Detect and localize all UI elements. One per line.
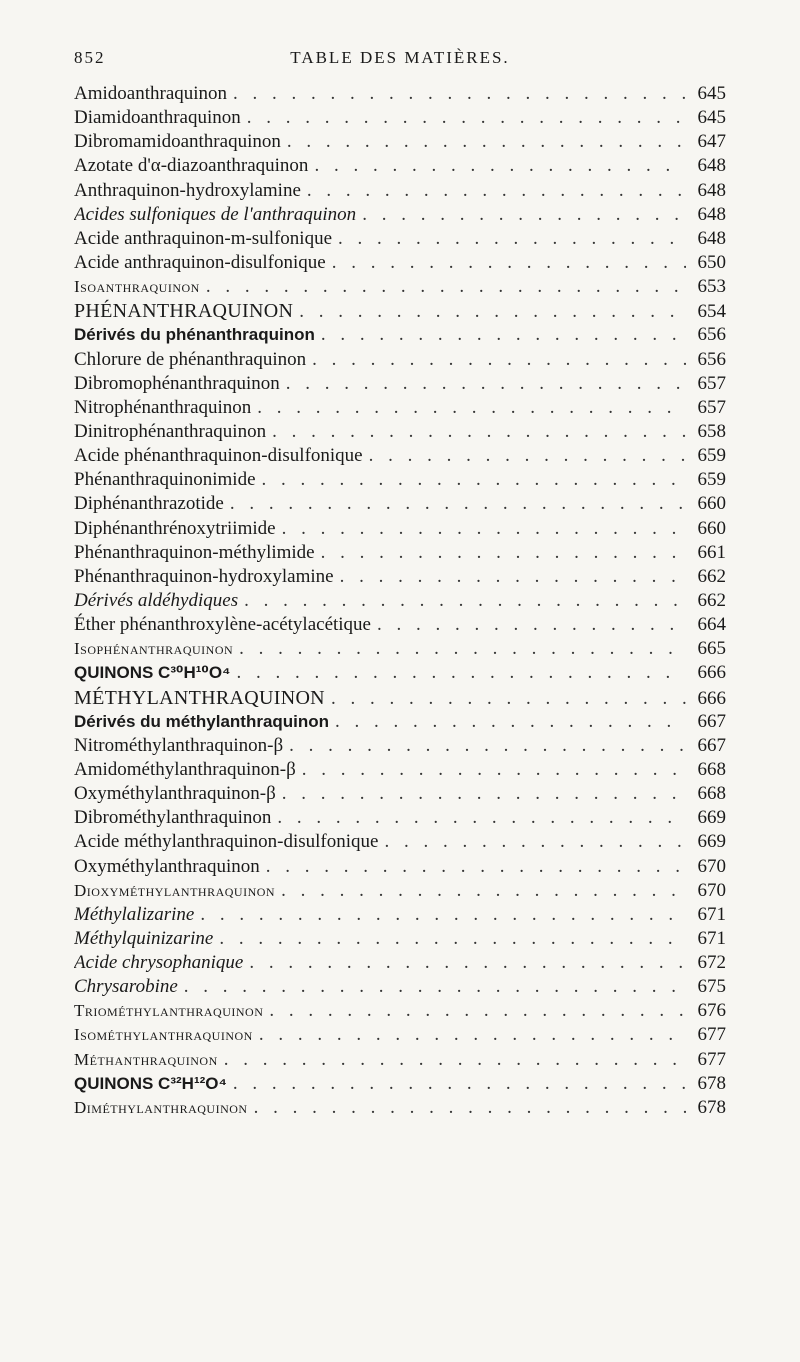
toc-entry-page: 671: [697, 903, 726, 925]
toc-entry-page: 659: [697, 469, 726, 491]
dot-leader: [257, 396, 686, 420]
toc-entry: [74, 830, 726, 854]
dot-leader: [224, 1048, 686, 1072]
toc-entry: [74, 927, 726, 951]
toc-entry: [74, 106, 726, 130]
toc-entry-label: Dibrométhylanthraquinon: [74, 807, 272, 829]
toc-entry: [74, 372, 726, 396]
toc-entry-page: 654: [697, 301, 726, 323]
toc-entry: [74, 275, 726, 299]
toc-entry-label: Dérivés du phénanthraquinon: [74, 325, 315, 345]
dot-leader: [266, 855, 686, 879]
toc-entry: [74, 203, 726, 227]
dot-leader: [321, 541, 686, 565]
toc-entry: [74, 806, 726, 830]
dot-leader: [259, 1023, 686, 1047]
toc-entry-label: Dérivés du méthylanthraquinon: [74, 711, 330, 731]
dot-leader: [340, 565, 686, 589]
toc-entry-label: Triométhylanthraquinon: [74, 1001, 264, 1021]
toc-entry-page: 645: [697, 83, 726, 104]
toc-entry-page: 661: [697, 541, 726, 563]
dot-leader: [236, 661, 686, 685]
toc-entry-label: Diphénanthrénoxytriimide: [74, 517, 276, 539]
toc-entry: [74, 130, 726, 154]
toc-entry-label: Acides sulfoniques de l'anthraquinon: [74, 203, 357, 225]
dot-leader: [249, 951, 686, 975]
toc-entry: [74, 251, 726, 275]
dot-leader: [282, 517, 686, 541]
toc-entry: [74, 879, 726, 903]
toc-entry: [74, 1048, 726, 1072]
toc-entry-page: 662: [697, 589, 726, 611]
toc-entry-page: 664: [697, 614, 726, 636]
toc-entry-page: 678: [697, 1096, 726, 1118]
dot-leader: [331, 687, 686, 710]
dot-leader: [332, 251, 686, 275]
toc-entry-page: 667: [697, 710, 726, 732]
toc-entry: [74, 903, 726, 927]
toc-entry-page: 669: [697, 831, 726, 853]
dot-leader: [362, 203, 686, 227]
toc-entry-page: 666: [697, 662, 726, 684]
toc-entry-page: 670: [697, 855, 726, 877]
toc-entry-page: 668: [697, 783, 726, 805]
toc-entry-label: Nitrophénanthraquinon: [74, 396, 252, 418]
toc-entry-page: 666: [697, 687, 726, 709]
toc-entry-page: 678: [697, 1072, 726, 1094]
toc-entry-label: Acide anthraquinon-m-sulfonique: [74, 227, 333, 249]
toc-entry-page: 669: [697, 807, 726, 829]
toc-entry: [74, 82, 726, 106]
dot-leader: [244, 589, 686, 613]
toc-entry: [74, 396, 726, 420]
toc-entry-page: 659: [697, 445, 726, 467]
dot-leader: [321, 323, 686, 347]
toc-entry-label: Méthylalizarine: [74, 903, 195, 925]
toc-entry-label: Amidométhylanthraquinon-β: [74, 758, 296, 780]
toc-entry-page: 648: [697, 203, 726, 225]
dot-leader: [247, 106, 686, 130]
toc-entry-label: Dibromophénanthraquinon: [74, 372, 280, 394]
dot-leader: [269, 999, 686, 1023]
toc-entry-page: 660: [697, 517, 726, 539]
toc-entry: [74, 517, 726, 541]
toc-entry-page: 670: [697, 879, 726, 901]
toc-entry-label: Éther phénanthroxylène-acétylacétique: [74, 614, 371, 636]
toc-entry: [74, 1096, 726, 1120]
toc-entry: [74, 179, 726, 203]
toc-entry-label: Acide phénanthraquinon-disulfonique: [74, 445, 363, 467]
dot-leader: [184, 975, 686, 999]
toc-entry-label: QUINONS C³⁰H¹⁰O⁴: [74, 663, 231, 683]
toc-entry-label: Acide chrysophanique: [74, 952, 244, 974]
dot-leader: [286, 372, 686, 396]
toc-entry: [74, 154, 726, 178]
toc-entry-label: Acide anthraquinon-disulfonique: [74, 251, 326, 273]
toc-entry-label: Dibromamidoanthraquinon: [74, 131, 281, 153]
toc-entry-label: Acide méthylanthraquinon-disulfonique: [74, 831, 379, 853]
toc-entry-page: 657: [697, 372, 726, 394]
dot-leader: [230, 492, 686, 516]
toc-entry-label: Chrysarobine: [74, 976, 178, 998]
dot-leader: [233, 82, 686, 106]
dot-leader: [314, 154, 686, 178]
toc-entry-page: 656: [697, 348, 726, 370]
toc-entry: [74, 999, 726, 1023]
toc-entry-page: 648: [697, 227, 726, 249]
toc-entry: [74, 565, 726, 589]
dot-leader: [262, 468, 686, 492]
toc-entry-label: Chlorure de phénanthraquinon: [74, 348, 307, 370]
toc-entry-page: 675: [697, 976, 726, 998]
dot-leader: [272, 420, 686, 444]
toc-entry-label: MÉTHYLANTHRAQUINON: [74, 686, 325, 709]
toc-entry-page: 667: [697, 734, 726, 756]
toc-entry-page: 665: [697, 638, 726, 660]
toc-entry-page: 648: [697, 155, 726, 177]
toc-entry-label: Phénanthraquinon-hydroxylamine: [74, 565, 334, 587]
toc-entry: [74, 661, 726, 685]
dot-leader: [312, 348, 686, 372]
dot-leader: [277, 806, 686, 830]
toc-entry: [74, 492, 726, 516]
table-of-contents: [74, 82, 726, 1120]
toc-entry-label: Amidoanthraquinon: [74, 83, 228, 104]
toc-entry-label: Diamidoanthraquinon: [74, 107, 241, 129]
toc-entry-label: Dérivés aldéhydiques: [74, 589, 239, 611]
toc-entry: [74, 1023, 726, 1047]
running-title: TABLE DES MATIÈRES.: [290, 48, 510, 67]
toc-entry-label: Oxyméthylanthraquinon-β: [74, 783, 276, 805]
toc-entry-page: 672: [697, 952, 726, 974]
toc-entry-label: Nitrométhylanthraquinon-β: [74, 734, 284, 756]
dot-leader: [282, 782, 686, 806]
toc-entry-label: Diphénanthrazotide: [74, 493, 224, 515]
toc-entry: [74, 734, 726, 758]
dot-leader: [377, 613, 686, 637]
toc-entry-page: 662: [697, 565, 726, 587]
toc-entry: [74, 348, 726, 372]
toc-entry-label: Isoanthraquinon: [74, 277, 200, 297]
toc-entry: [74, 323, 726, 347]
toc-entry: [74, 710, 726, 734]
dot-leader: [287, 130, 686, 154]
toc-entry-label: Phénanthraquinon-méthylimide: [74, 541, 315, 563]
dot-leader: [219, 927, 686, 951]
toc-entry-label: PHÉNANTHRAQUINON: [74, 300, 294, 323]
dot-leader: [299, 300, 686, 323]
toc-entry: [74, 589, 726, 613]
dot-leader: [384, 830, 686, 854]
toc-entry-label: Dioxyméthylanthraquinon: [74, 880, 276, 900]
toc-entry-page: 671: [697, 927, 726, 949]
toc-entry-label: Diméthylanthraquinon: [74, 1097, 248, 1117]
toc-entry-page: 677: [697, 1048, 726, 1070]
toc-entry-label: Dinitrophénanthraquinon: [74, 420, 267, 442]
toc-entry: [74, 227, 726, 251]
toc-entry: [74, 782, 726, 806]
toc-entry-page: 650: [697, 251, 726, 273]
toc-entry: [74, 855, 726, 879]
toc-entry: [74, 613, 726, 637]
toc-entry-label: QUINONS C³²H¹²O⁴: [74, 1073, 227, 1093]
toc-entry-label: Méthanthraquinon: [74, 1049, 218, 1069]
toc-entry: [74, 444, 726, 468]
toc-entry-page: 657: [697, 396, 726, 418]
toc-entry-page: 677: [697, 1024, 726, 1046]
dot-leader: [254, 1096, 686, 1120]
toc-entry: [74, 299, 726, 323]
dot-leader: [289, 734, 686, 758]
toc-entry-label: Oxyméthylanthraquinon: [74, 855, 260, 877]
running-head: [74, 48, 726, 70]
toc-entry-page: 656: [697, 324, 726, 346]
toc-entry-page: 645: [697, 107, 726, 129]
dot-leader: [338, 227, 686, 251]
toc-entry-page: 658: [697, 420, 726, 442]
dot-leader: [281, 879, 686, 903]
toc-entry: [74, 975, 726, 999]
toc-entry: [74, 1072, 726, 1096]
dot-leader: [335, 710, 686, 734]
toc-entry: [74, 468, 726, 492]
page-number: 852: [74, 48, 106, 67]
dot-leader: [369, 444, 686, 468]
toc-entry-page: 653: [697, 276, 726, 298]
dot-leader: [307, 179, 686, 203]
toc-entry-page: 647: [697, 131, 726, 153]
toc-entry-label: Isométhylanthraquinon: [74, 1025, 253, 1045]
toc-entry-label: Azotate d'α-diazoanthraquinon: [74, 155, 309, 177]
dot-leader: [302, 758, 686, 782]
toc-entry-label: Méthylquinizarine: [74, 927, 214, 949]
dot-leader: [206, 275, 686, 299]
toc-entry-page: 676: [697, 1000, 726, 1022]
dot-leader: [239, 637, 686, 661]
toc-entry-page: 648: [697, 179, 726, 201]
toc-entry-page: 668: [697, 758, 726, 780]
dot-leader: [233, 1072, 686, 1096]
toc-entry: [74, 637, 726, 661]
dot-leader: [200, 903, 686, 927]
toc-entry: [74, 686, 726, 710]
toc-entry-page: 660: [697, 493, 726, 515]
toc-entry: [74, 420, 726, 444]
toc-entry-label: Phénanthraquinonimide: [74, 469, 256, 491]
toc-entry: [74, 758, 726, 782]
toc-entry-label: Isophénanthraquinon: [74, 639, 234, 659]
toc-entry: [74, 541, 726, 565]
toc-entry-label: Anthraquinon-hydroxylamine: [74, 179, 301, 201]
toc-entry: [74, 951, 726, 975]
